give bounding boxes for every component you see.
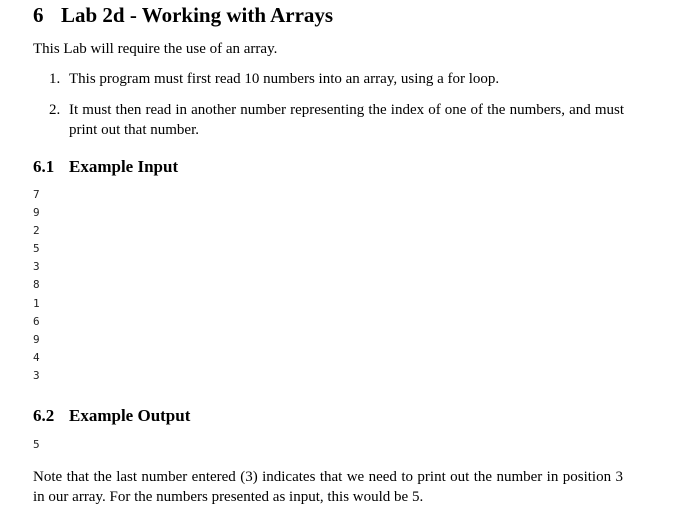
code-line: 8 <box>33 278 40 292</box>
example-output-heading <box>33 405 190 427</box>
list-item-text: This program must first read 10 numbers into an array, using a for loop. <box>69 71 500 87</box>
subsection-number: 6.2 <box>33 406 55 425</box>
code-line: 3 <box>33 260 40 274</box>
section-number: 6 <box>33 3 44 27</box>
section-title-text: Lab 2d - Working with Arrays <box>61 3 334 27</box>
code-line: 6 <box>33 314 40 328</box>
subsection-number: 6.1 <box>33 157 55 176</box>
list-item <box>49 69 624 89</box>
list-item-marker: 2. <box>49 102 61 118</box>
subsection-title-text: Example Output <box>69 406 191 425</box>
example-input-block <box>33 186 40 385</box>
list-item-text: It must then read in another number representing the index of one of the numbers, and must print out that number. <box>69 102 624 138</box>
list-item-marker: 1. <box>49 71 61 87</box>
code-line: 5 <box>33 242 40 256</box>
subsection-title-text: Example Input <box>69 157 179 176</box>
note-paragraph: Note that the last number entered (3) indicates that we need to print out the number in position 3 in our array. For the numbers presented as input, this would be 5. <box>33 469 623 505</box>
list-item <box>49 100 624 140</box>
code-line: 4 <box>33 350 40 364</box>
code-line: 5 <box>33 438 40 451</box>
intro-paragraph: This Lab will require the use of an array. <box>33 41 278 57</box>
section-title <box>33 2 333 28</box>
code-line: 3 <box>33 368 40 382</box>
example-output-block <box>33 436 40 454</box>
code-line: 9 <box>33 332 40 346</box>
code-line: 7 <box>33 188 40 201</box>
example-input-heading <box>33 156 178 178</box>
steps-list <box>49 69 624 140</box>
code-line: 1 <box>33 296 40 310</box>
code-line: 9 <box>33 206 40 220</box>
code-line: 2 <box>33 224 40 238</box>
